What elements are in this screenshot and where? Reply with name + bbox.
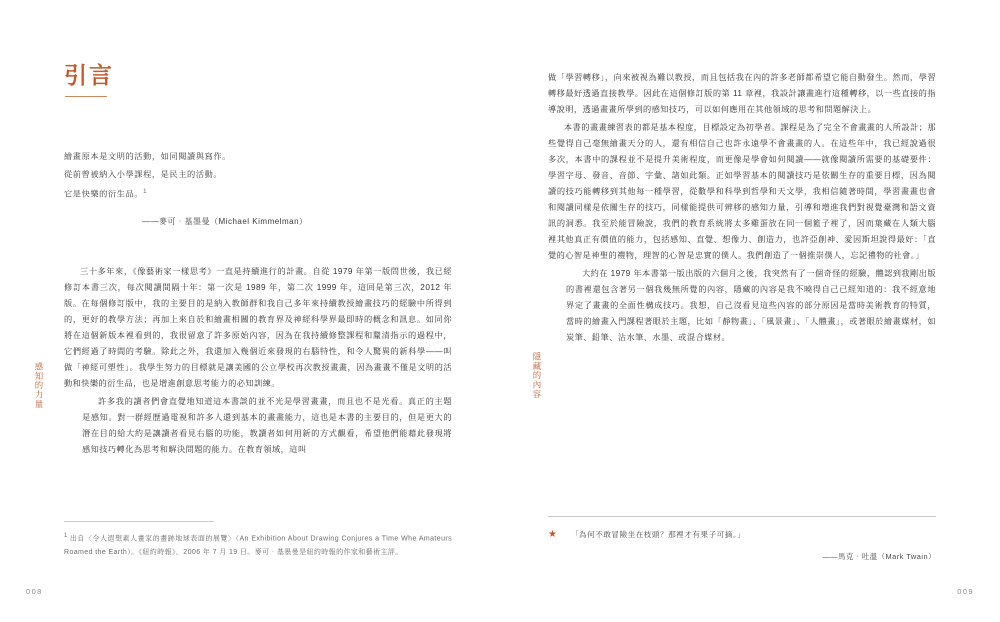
margin-note-perception: 感知的力量 <box>34 362 44 409</box>
quote-text: 「為何不敢冒險坐在枝頭？那裡才有果子可摘。」 <box>570 529 746 539</box>
page-right <box>500 0 1000 622</box>
epigraph-line-3-text: 它是快樂的衍生品。 <box>64 189 144 199</box>
star-icon: ★ <box>548 528 557 540</box>
margin-note-hidden-content: 隱藏的內容 <box>532 352 542 399</box>
footnote-text <box>64 531 452 560</box>
left-body-text <box>64 264 452 458</box>
footnote-area <box>64 521 452 560</box>
footnote-divider <box>64 521 214 522</box>
epigraph-line-1: 繪畫原本是文明的活動，如同閱讀與寫作。 <box>64 151 231 161</box>
right-body-text <box>548 70 936 346</box>
quote-row <box>548 528 936 542</box>
footnote-body: 出自〈令人遐想素人畫家的畫跡地球表面的展覽〉（An Exhibition About Drawing Conjures a Time Whe Amateurs Roamed the Earth）。《紐約時報》，2006 年 7 月 19 日。麥可‧基墨曼是紐約時報的作家和藝術主評。 <box>64 535 452 557</box>
epigraph-line-2: 從前曾被納入小學課程，是民主的活動。 <box>64 170 223 180</box>
paragraph: 三十多年來，《像藝術家一樣思考》一直是持續進行的計畫。自從 1979 年第一版問世後，我已經修訂本書三次，每次閱讀間隔十年：第一次是 1989 年，第二次 1999 年，這回是第三次，2012 年版。在每個修訂版中，我的主要目的是納入教師群和我自己多年來持續教授繪畫技巧的經驗中所得到的，更好的教學方法；再加上來自於和繪畫相關的教育界及神經科學界最即時的概念和訊息。如同你將在這個新版本裡看到的，我很留意了許多原始內容，因為在我持續修整課程和釐清指示的過程中，它們經過了時間的考驗。除此之外，我還加入幾個近來發現的右腦特性，和令人驚異的新科學——叫做「神經可塑性」。我學生努力的目標就是讓美國的公立學校再次教授畫畫，因為畫畫不僅是文明的活動和快樂的衍生品，也是增進創意思考能力的必知訓練。 <box>64 267 452 389</box>
epigraph-block <box>64 149 452 231</box>
page-number-right: 009 <box>957 587 974 596</box>
paragraph: 大約在 1979 年本書第一版出版的六個月之後，我突然有了一個奇怪的經驗，體認到我剛出版的書裡還包含著另一個我幾無所覺的內容，隱藏的內容是我不曉得自己已經知道的：我不經意地界定了畫畫的全面性構成技巧。我想，自己沒看見這些內容的部分原因是當時美術教育的特質，當時的繪畫入門課程著眼於主題，比如「靜物畫」、「風景畫」、「人體畫」，或著眼於繪畫媒材，如炭筆、鉛筆、沾水筆、水墨、或混合媒材。 <box>566 268 936 342</box>
page-gutter <box>500 0 501 622</box>
paragraph: 許多我的讀者們會直覺地知道這本書談的並不光是學習畫畫，而且也不是光看。真正的主題是感知。對一群經歷過電視和許多人還到基本的畫畫能力，這也是本書的主要目的，但是更大的潛在目的給大約是讓讀者看見右腦的功能，教讀者如何用新的方式觀看，希望他們能藉此發現將感知技巧轉化為思考和解決問題的能力。在教育領域，這叫 <box>82 397 452 454</box>
paragraph: 本書的畫畫練習表的都是基本程度，目標設定為初學者。課程是為了完全不會畫畫的人所設計；那些覺得自己毫無繪畫天分的人，還有相信自己也許永遠學不會畫畫的人。在這些年中，我已經說過很多次，本書中的課程並不是提升美術程度，而更像是學會如何閱讀——就像閱讀所需要的基礎要件：學習字母、發音、音節、字彙、諸如此類。正如學習基本的閱讀技巧是依關生存的重要目標，因為閱讀的技巧能轉移到其他每一種學習，從數學和科學到哲學和天文學，我相信隨著時間，學習畫畫也會和閱讀同樣是依關生存的技巧，同樣能提供可辨移的感知力量，引導和增進我們對視覺臺灣和語文資訊的洞悉。我至於能冒險說，我們的教育系統將太多雞蛋放在同一個籃子裡了，因而葉藏在人類大腦裡其他真正有價值的能力，包括感知、直覺、想像力、創造力，也許亞創神、愛因斯坦說得最好：「直覺的心智是神聖的禮物，理智的心智是忠實的僕人。我們創造了一個推崇僕人，忘記禮物的社會。」 <box>548 122 936 260</box>
pull-quote-area <box>548 516 936 562</box>
paragraph: 做「學習轉移」，向來被視為難以教授，而且包括我在內的許多老師都希望它能自動發生。然而，學習轉移最好透過直接教學。因此在這個修訂版的第 11 章裡，我設計讓畫進行這種轉移，以一些直接的指導說明，透過畫畫所學到的感知技巧，可以如何應用在其他領域的思考和問題解決上。 <box>548 73 936 114</box>
title-underline <box>65 96 107 97</box>
page-number-left: 008 <box>26 587 43 596</box>
epigraph-attribution: ——麥可‧基墨曼（Michael Kimmelman） <box>142 216 308 226</box>
footnote-marker-ref: 1 <box>64 533 68 540</box>
epigraph-line-3 <box>64 186 452 204</box>
quote-divider <box>548 516 936 517</box>
footnote-marker: 1 <box>143 189 148 196</box>
quote-attribution: ——馬克‧吐溫（Mark Twain） <box>822 552 936 561</box>
page-title: 引言 <box>64 63 114 88</box>
